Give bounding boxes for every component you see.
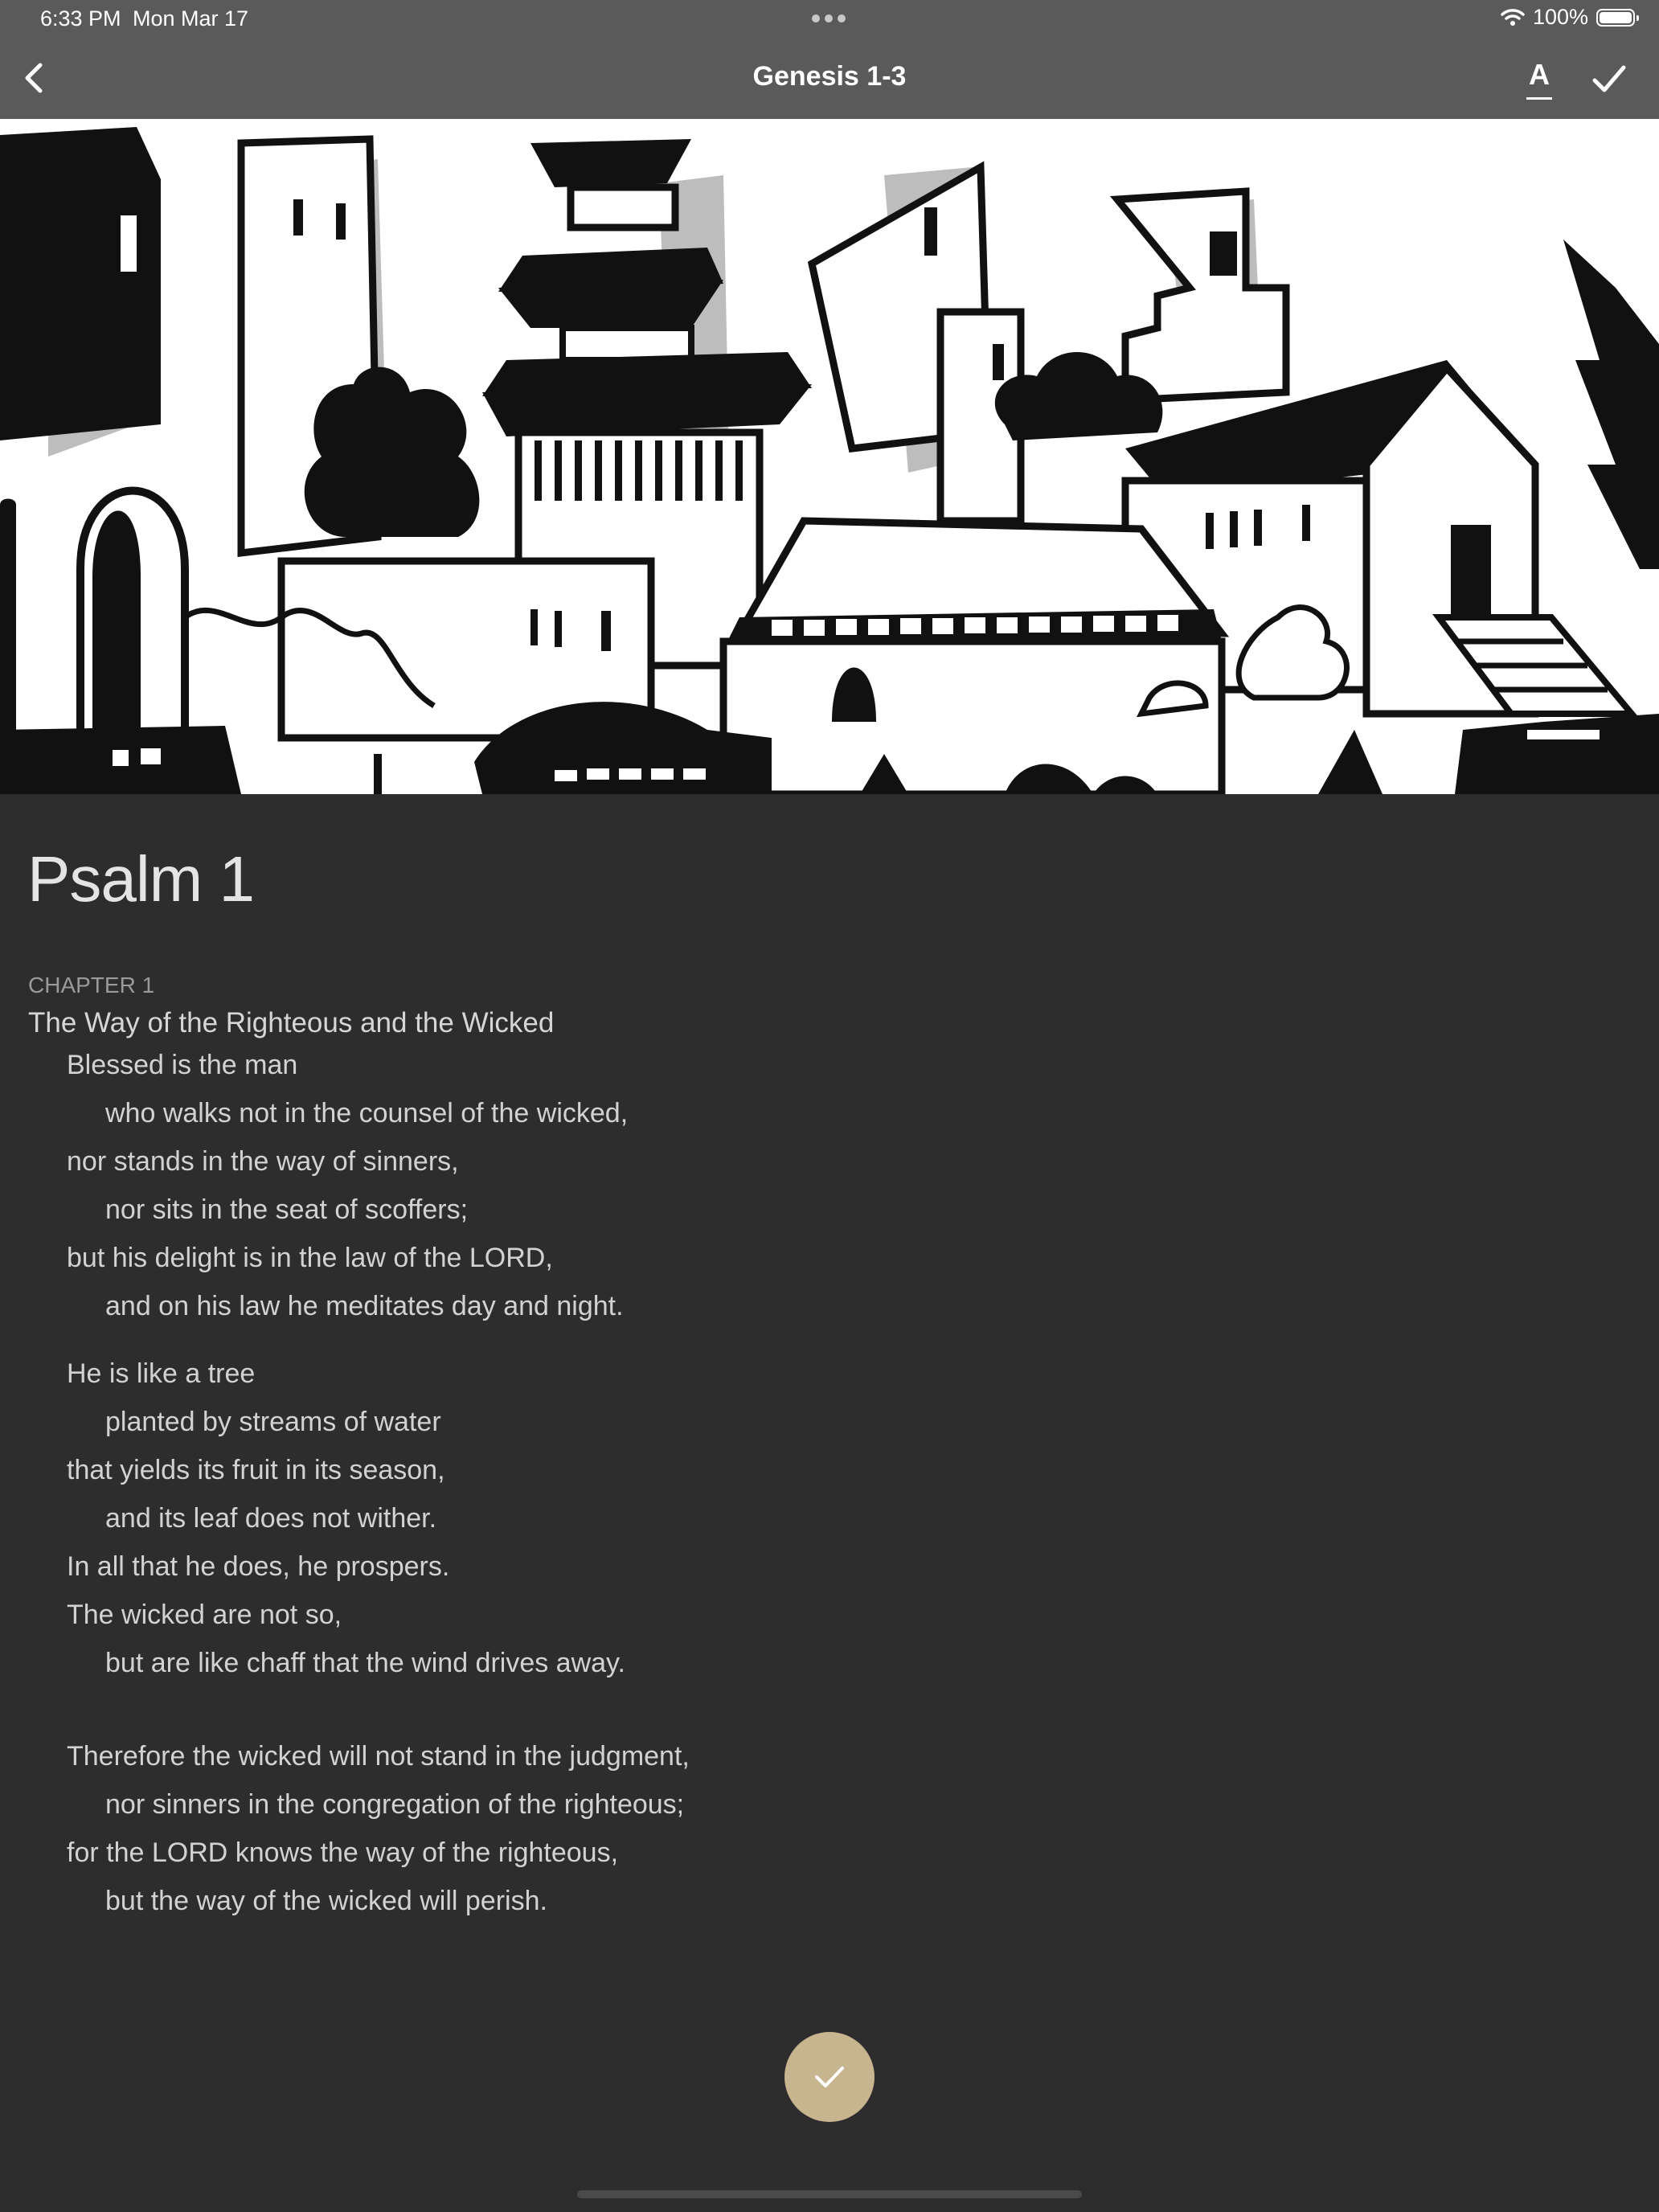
verse-line: nor stands in the way of sinners, bbox=[67, 1146, 459, 1177]
verse-line: but the way of the wicked will perish. bbox=[105, 1886, 547, 1916]
verse-line: but are like chaff that the wind drives away. bbox=[105, 1648, 625, 1678]
verse-line: nor sinners in the congregation of the righteous; bbox=[105, 1789, 685, 1820]
verse-line: and its leaf does not wither. bbox=[105, 1503, 437, 1534]
passage-title: Psalm 1 bbox=[27, 843, 254, 915]
city-illustration bbox=[0, 119, 1659, 794]
verse-line: nor sits in the seat of scoffers; bbox=[105, 1194, 469, 1225]
nav-bar bbox=[0, 39, 1659, 119]
battery-percent: 100% bbox=[1532, 5, 1588, 29]
mark-complete-button[interactable] bbox=[784, 2032, 875, 2122]
checkmark-done-icon[interactable] bbox=[1590, 61, 1628, 96]
checkmark-icon bbox=[812, 2062, 847, 2091]
chapter-label: CHAPTER 1 bbox=[28, 973, 155, 997]
status-date: Mon Mar 17 bbox=[133, 6, 249, 31]
multitasking-dots-icon[interactable] bbox=[812, 14, 846, 23]
verse-line: planted by streams of water bbox=[105, 1407, 441, 1437]
status-indicators bbox=[1501, 5, 1635, 30]
verse-line: but his delight is in the law of the LORD, bbox=[67, 1243, 553, 1273]
section-heading: The Way of the Righteous and the Wicked bbox=[28, 1007, 555, 1038]
verse-line: Blessed is the man bbox=[67, 1050, 298, 1080]
verse-line: In all that he does, he prospers. bbox=[67, 1551, 450, 1582]
status-bar bbox=[0, 0, 1659, 39]
verse-line: He is like a tree bbox=[67, 1358, 256, 1389]
nav-title: Genesis 1-3 bbox=[752, 61, 907, 92]
status-time: 6:33 PM bbox=[40, 6, 121, 31]
verse-line: The wicked are not so, bbox=[67, 1600, 342, 1630]
verse-line: that yields its fruit in its season, bbox=[67, 1455, 445, 1485]
verse-line: who walks not in the counsel of the wicked, bbox=[105, 1098, 629, 1129]
verse-line: and on his law he meditates day and night. bbox=[105, 1291, 624, 1321]
home-indicator[interactable] bbox=[577, 2190, 1082, 2198]
verse-line: for the LORD knows the way of the righteous, bbox=[67, 1837, 619, 1868]
verse-line: Therefore the wicked will not stand in the judgment, bbox=[67, 1741, 690, 1772]
battery-icon bbox=[1596, 9, 1635, 27]
wifi-icon bbox=[1501, 8, 1525, 27]
hero-illustration bbox=[0, 119, 1659, 794]
text-format-button[interactable]: A bbox=[1523, 58, 1555, 100]
